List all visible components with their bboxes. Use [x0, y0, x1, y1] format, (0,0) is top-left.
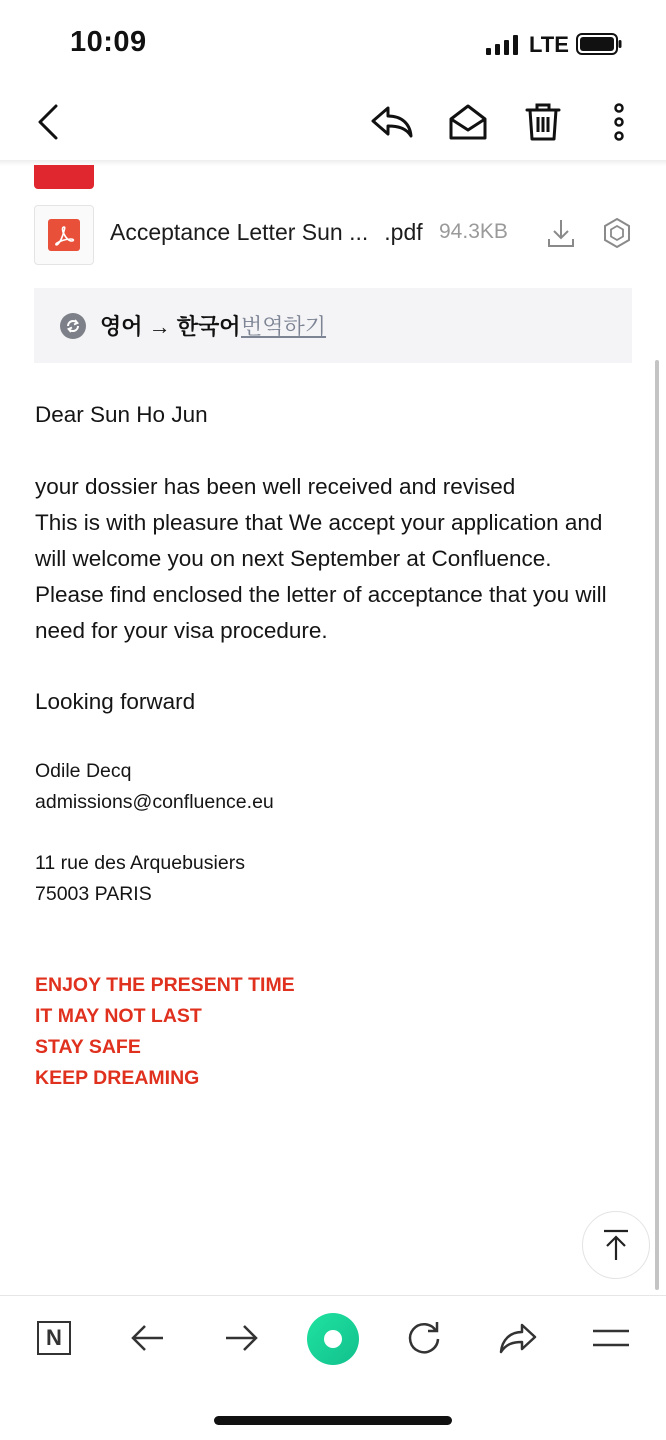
translate-button[interactable]: 번역하기	[241, 314, 327, 339]
save-to-cloud-icon[interactable]	[602, 217, 632, 249]
paragraph-line: your dossier has been well received and revised	[35, 474, 516, 499]
naver-n-icon[interactable]	[30, 1314, 78, 1362]
home-indicator[interactable]	[214, 1416, 452, 1425]
address-line: 11 rue des Arquebusiers	[35, 852, 245, 874]
forward-arrow-icon[interactable]	[217, 1314, 265, 1362]
attachment-row[interactable]	[34, 205, 634, 263]
paragraph-line: This is with pleasure that We accept your application and	[35, 510, 603, 535]
translate-languages: 영어 → 한국어	[100, 314, 241, 339]
scroll-to-top-button[interactable]	[582, 1211, 650, 1279]
naver-logo-letter: N	[37, 1321, 71, 1355]
translate-bar	[34, 288, 632, 363]
pdf-file-icon	[34, 205, 94, 265]
scrollbar[interactable]	[655, 360, 659, 1290]
trash-icon[interactable]	[521, 100, 565, 144]
share-icon[interactable]	[494, 1314, 542, 1362]
network-label: LTE	[529, 32, 569, 57]
translate-icon	[60, 313, 86, 339]
back-arrow-icon[interactable]	[124, 1314, 172, 1362]
motto-block	[35, 970, 295, 1094]
email-closing: Looking forward	[35, 689, 196, 714]
attachment-name: Acceptance Letter Sun ... .pdf	[110, 219, 423, 245]
download-icon[interactable]	[546, 217, 576, 249]
refresh-icon[interactable]	[400, 1314, 448, 1362]
status-time: 10:09	[70, 26, 147, 58]
signature-block	[35, 756, 274, 818]
signal-icon	[486, 35, 520, 55]
menu-icon[interactable]	[587, 1314, 635, 1362]
previous-attachment-thumbnail[interactable]	[34, 165, 94, 189]
email-paragraph	[35, 469, 635, 649]
address-block	[35, 848, 245, 910]
address-line: 75003 PARIS	[35, 883, 152, 905]
paragraph-line: will welcome you on next September at Confluence.	[35, 546, 552, 571]
motto-line: ENJOY THE PRESENT TIME	[35, 974, 295, 996]
paragraph-line: Please find enclosed the letter of acceptance that you will	[35, 582, 607, 607]
signature-name: Odile Decq	[35, 760, 132, 782]
email-greeting: Dear Sun Ho Jun	[35, 402, 208, 427]
back-icon[interactable]	[26, 100, 70, 144]
signature-email[interactable]: admissions@confluence.eu	[35, 791, 274, 813]
arrow-up-icon	[601, 1228, 631, 1262]
bottom-bar-divider	[0, 1295, 666, 1296]
motto-line: IT MAY NOT LAST	[35, 1005, 202, 1027]
paragraph-line: need for your visa procedure.	[35, 618, 328, 643]
mark-unread-icon[interactable]	[446, 100, 490, 144]
green-home-icon[interactable]	[306, 1312, 360, 1366]
motto-line: KEEP DREAMING	[35, 1067, 200, 1089]
battery-icon	[576, 33, 622, 55]
more-icon[interactable]	[597, 100, 641, 144]
header-divider	[0, 160, 666, 166]
motto-line: STAY SAFE	[35, 1036, 141, 1058]
attachment-size: 94.3KB	[439, 220, 508, 243]
reply-icon[interactable]	[370, 100, 414, 144]
